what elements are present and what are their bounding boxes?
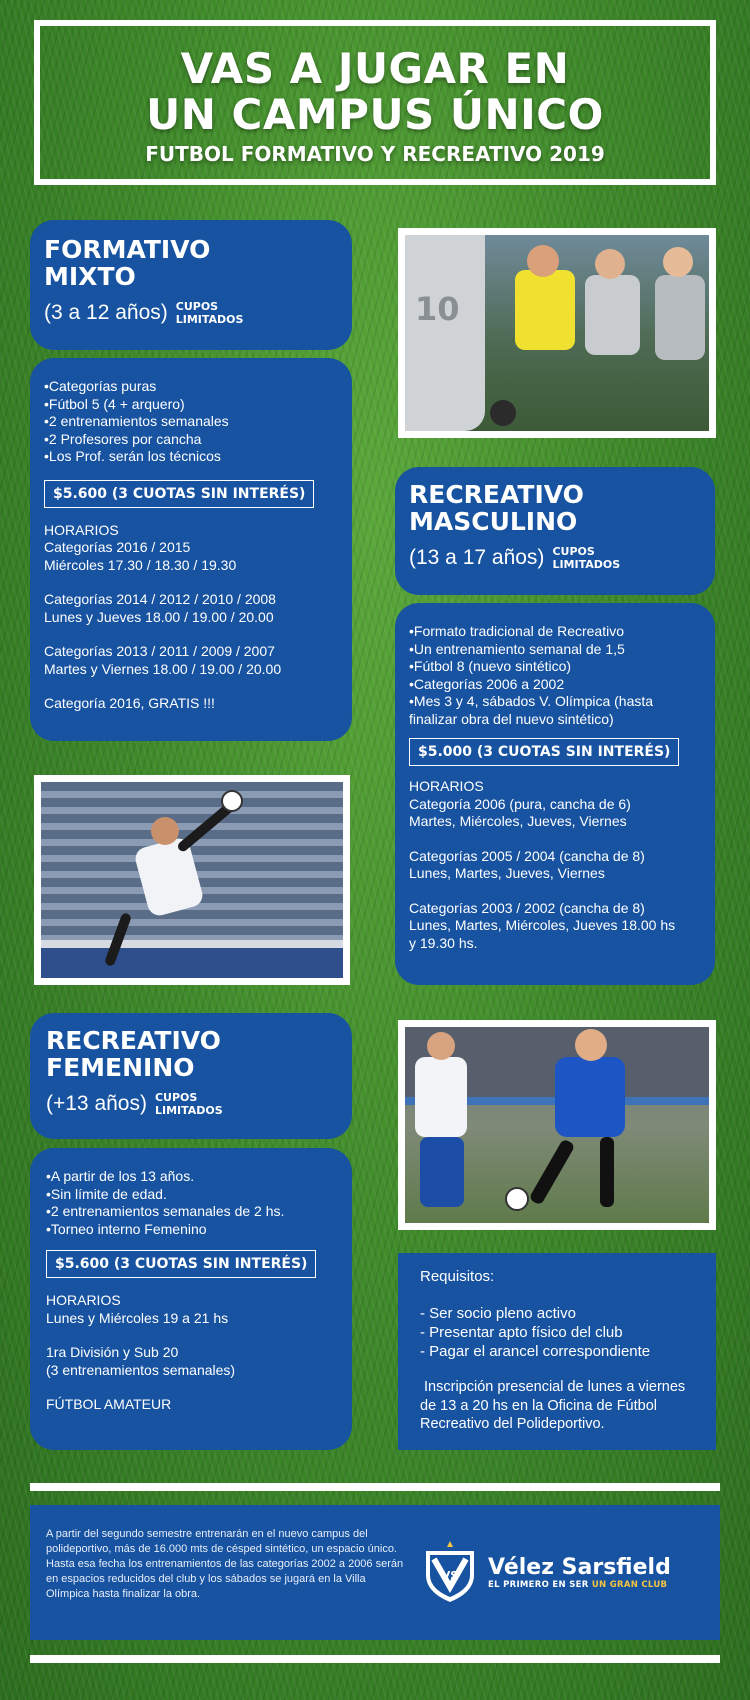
footer-text: A partir del segundo semestre entrenarán en el nuevo campus del polideportivo, más de 16.000 mts de césped sintético, un espacio único. Hasta esa fecha los entrenamientos de las categorías 2002 a 2006 serán en espacios reducidos del club y los sábados se jugará en la Villa Olímpica hasta finalizar la obra. [46,1528,404,1600]
list-item: •Fútbol 8 (nuevo sintético) [409,658,572,674]
schedule-line: Miércoles 17.30 / 18.30 / 19.30 [44,556,237,573]
cupos-line-1: CUPOS [175,300,219,313]
brand-tag-part-2: UN GRAN CLUB [591,1579,668,1590]
inscripcion-text: Inscripción presencial de lunes a viernes de 13 a 20 hs en la Oficina de Fútbol Recreativo del Polideportivo. [420,1379,690,1432]
femenino-bullets [46,1168,336,1238]
list-item: •Un entrenamiento semanal de 1,5 [409,640,625,657]
requisitos-list [420,1304,694,1361]
formativo-cupos [176,300,244,326]
list-item: - Pagar el arancel correspondiente [420,1343,651,1360]
femenino-price: $5.600 (3 CUOTAS SIN INTERÉS) [46,1250,316,1278]
schedule-line: Categorías 2016 / 2015 [44,539,191,555]
list-item: •2 entrenamientos semanales de 2 hs. [46,1203,285,1219]
schedule-line: Lunes, Martes, Miércoles, Jueves 18.00 hs [409,917,676,933]
cupos-line-2: LIMITADOS [175,313,244,326]
formativo-bullets [44,378,338,466]
schedule-line: (3 entrenamientos semanales) [46,1361,236,1378]
subtitle: FUTBOL FORMATIVO Y RECREATIVO 2019 [145,142,605,166]
schedule-line: Lunes y Jueves 18.00 / 19.00 / 20.00 [44,608,274,625]
schedule-line: y 19.30 hs. [409,934,478,951]
brand-name: Vélez Sarsfield [488,1554,671,1580]
list-item: •Torneo interno Femenino [46,1220,207,1237]
formativo-age: (3 a 12 años) [44,301,168,324]
masculino-age: (13 a 17 años) [409,546,545,569]
schedule-line: Martes y Viernes 18.00 / 19.00 / 20.00 [44,660,282,677]
club-logo [422,1541,671,1603]
list-item: •Los Prof. serán los técnicos [44,448,221,464]
masculino-schedule [409,778,701,952]
list-item: finalizar obra del nuevo sintético) [409,710,614,727]
femenino-title-2: FEMENINO [46,1053,195,1082]
divider-bottom [30,1655,720,1663]
horarios-label: HORARIOS [409,778,484,794]
femenino-schedule [46,1292,336,1414]
femenino-title-1: RECREATIVO [46,1026,221,1055]
femenino-details-card [30,1148,352,1450]
schedule-line: Categorías 2003 / 2002 (cancha de 8) [409,899,645,916]
schedule-line: FÚTBOL AMATEUR [46,1396,172,1412]
formativo-details-card [30,358,352,741]
requisitos-card [398,1253,716,1450]
list-item: •2 entrenamientos semanales [44,413,229,429]
divider-top [30,1483,720,1491]
photo-boys-blue-jersey [398,1020,716,1230]
photo-girl-kicking [34,775,350,985]
formativo-title-1: FORMATIVO [44,235,211,264]
list-item: •Categorías puras [44,378,157,394]
cupos-line-1: CUPOS [154,1091,198,1104]
formativo-schedule [44,522,338,713]
logo-letters: VS [441,1569,459,1582]
list-item: •Formato tradicional de Recreativo [409,623,624,639]
list-item: - Presentar apto físico del club [420,1324,623,1341]
schedule-line: 1ra División y Sub 20 [46,1344,179,1360]
schedule-line: Categoría 2006 (pura, cancha de 6) [409,795,631,812]
schedule-line: Categorías 2005 / 2004 (cancha de 8) [409,847,645,864]
horarios-label: HORARIOS [44,521,119,538]
brand-tagline [488,1580,671,1590]
photo-kids-indoor [398,228,716,438]
masculino-bullets [409,623,701,728]
title-line-2: UN CAMPUS ÚNICO [146,90,604,139]
schedule-line: Martes, Miércoles, Jueves, Viernes [409,813,627,829]
masculino-cupos [552,545,620,571]
femenino-age: (+13 años) [46,1092,147,1115]
velez-shield-icon [422,1541,478,1603]
femenino-title-card [30,1013,352,1139]
schedule-line: Lunes y Miércoles 19 a 21 hs [46,1309,229,1326]
list-item: •Mes 3 y 4, sábados V. Olímpica (hasta [409,693,654,709]
masculino-title-2: MASCULINO [409,507,578,536]
schedule-line: Categorías 2014 / 2012 / 2010 / 2008 [44,591,276,607]
requisitos-label: Requisitos: [420,1268,495,1285]
masculino-details-card [395,603,715,985]
horarios-label: HORARIOS [46,1292,121,1308]
formativo-price: $5.600 (3 CUOTAS SIN INTERÉS) [44,480,314,508]
jersey-number: 10 [415,290,460,328]
schedule-line: Categoría 2016, GRATIS !!! [44,695,215,711]
list-item: •Fútbol 5 (4 + arquero) [44,395,185,412]
footer-panel [30,1505,720,1640]
cupos-line-2: LIMITADOS [552,558,621,571]
list-item: •Categorías 2006 a 2002 [409,675,565,692]
formativo-title-2: MIXTO [44,262,136,291]
cupos-line-1: CUPOS [552,545,595,558]
cupos-line-2: LIMITADOS [154,1104,223,1117]
list-item: •Sin límite de edad. [46,1185,167,1202]
schedule-line: Lunes, Martes, Jueves, Viernes [409,865,605,881]
formativo-title-card [30,220,352,350]
masculino-title-1: RECREATIVO [409,480,584,509]
masculino-title-card [395,467,715,595]
list-item: - Ser socio pleno activo [420,1305,576,1322]
masculino-price: $5.000 (3 CUOTAS SIN INTERÉS) [409,738,679,766]
brand-tag-part-1: EL PRIMERO EN SER [488,1579,592,1590]
title-line-1: VAS A JUGAR EN [180,44,570,93]
header-frame [34,20,716,185]
list-item: •2 Profesores por cancha [44,430,202,447]
femenino-cupos [155,1091,223,1117]
schedule-line: Categorías 2013 / 2011 / 2009 / 2007 [44,643,275,659]
list-item: •A partir de los 13 años. [46,1168,195,1184]
